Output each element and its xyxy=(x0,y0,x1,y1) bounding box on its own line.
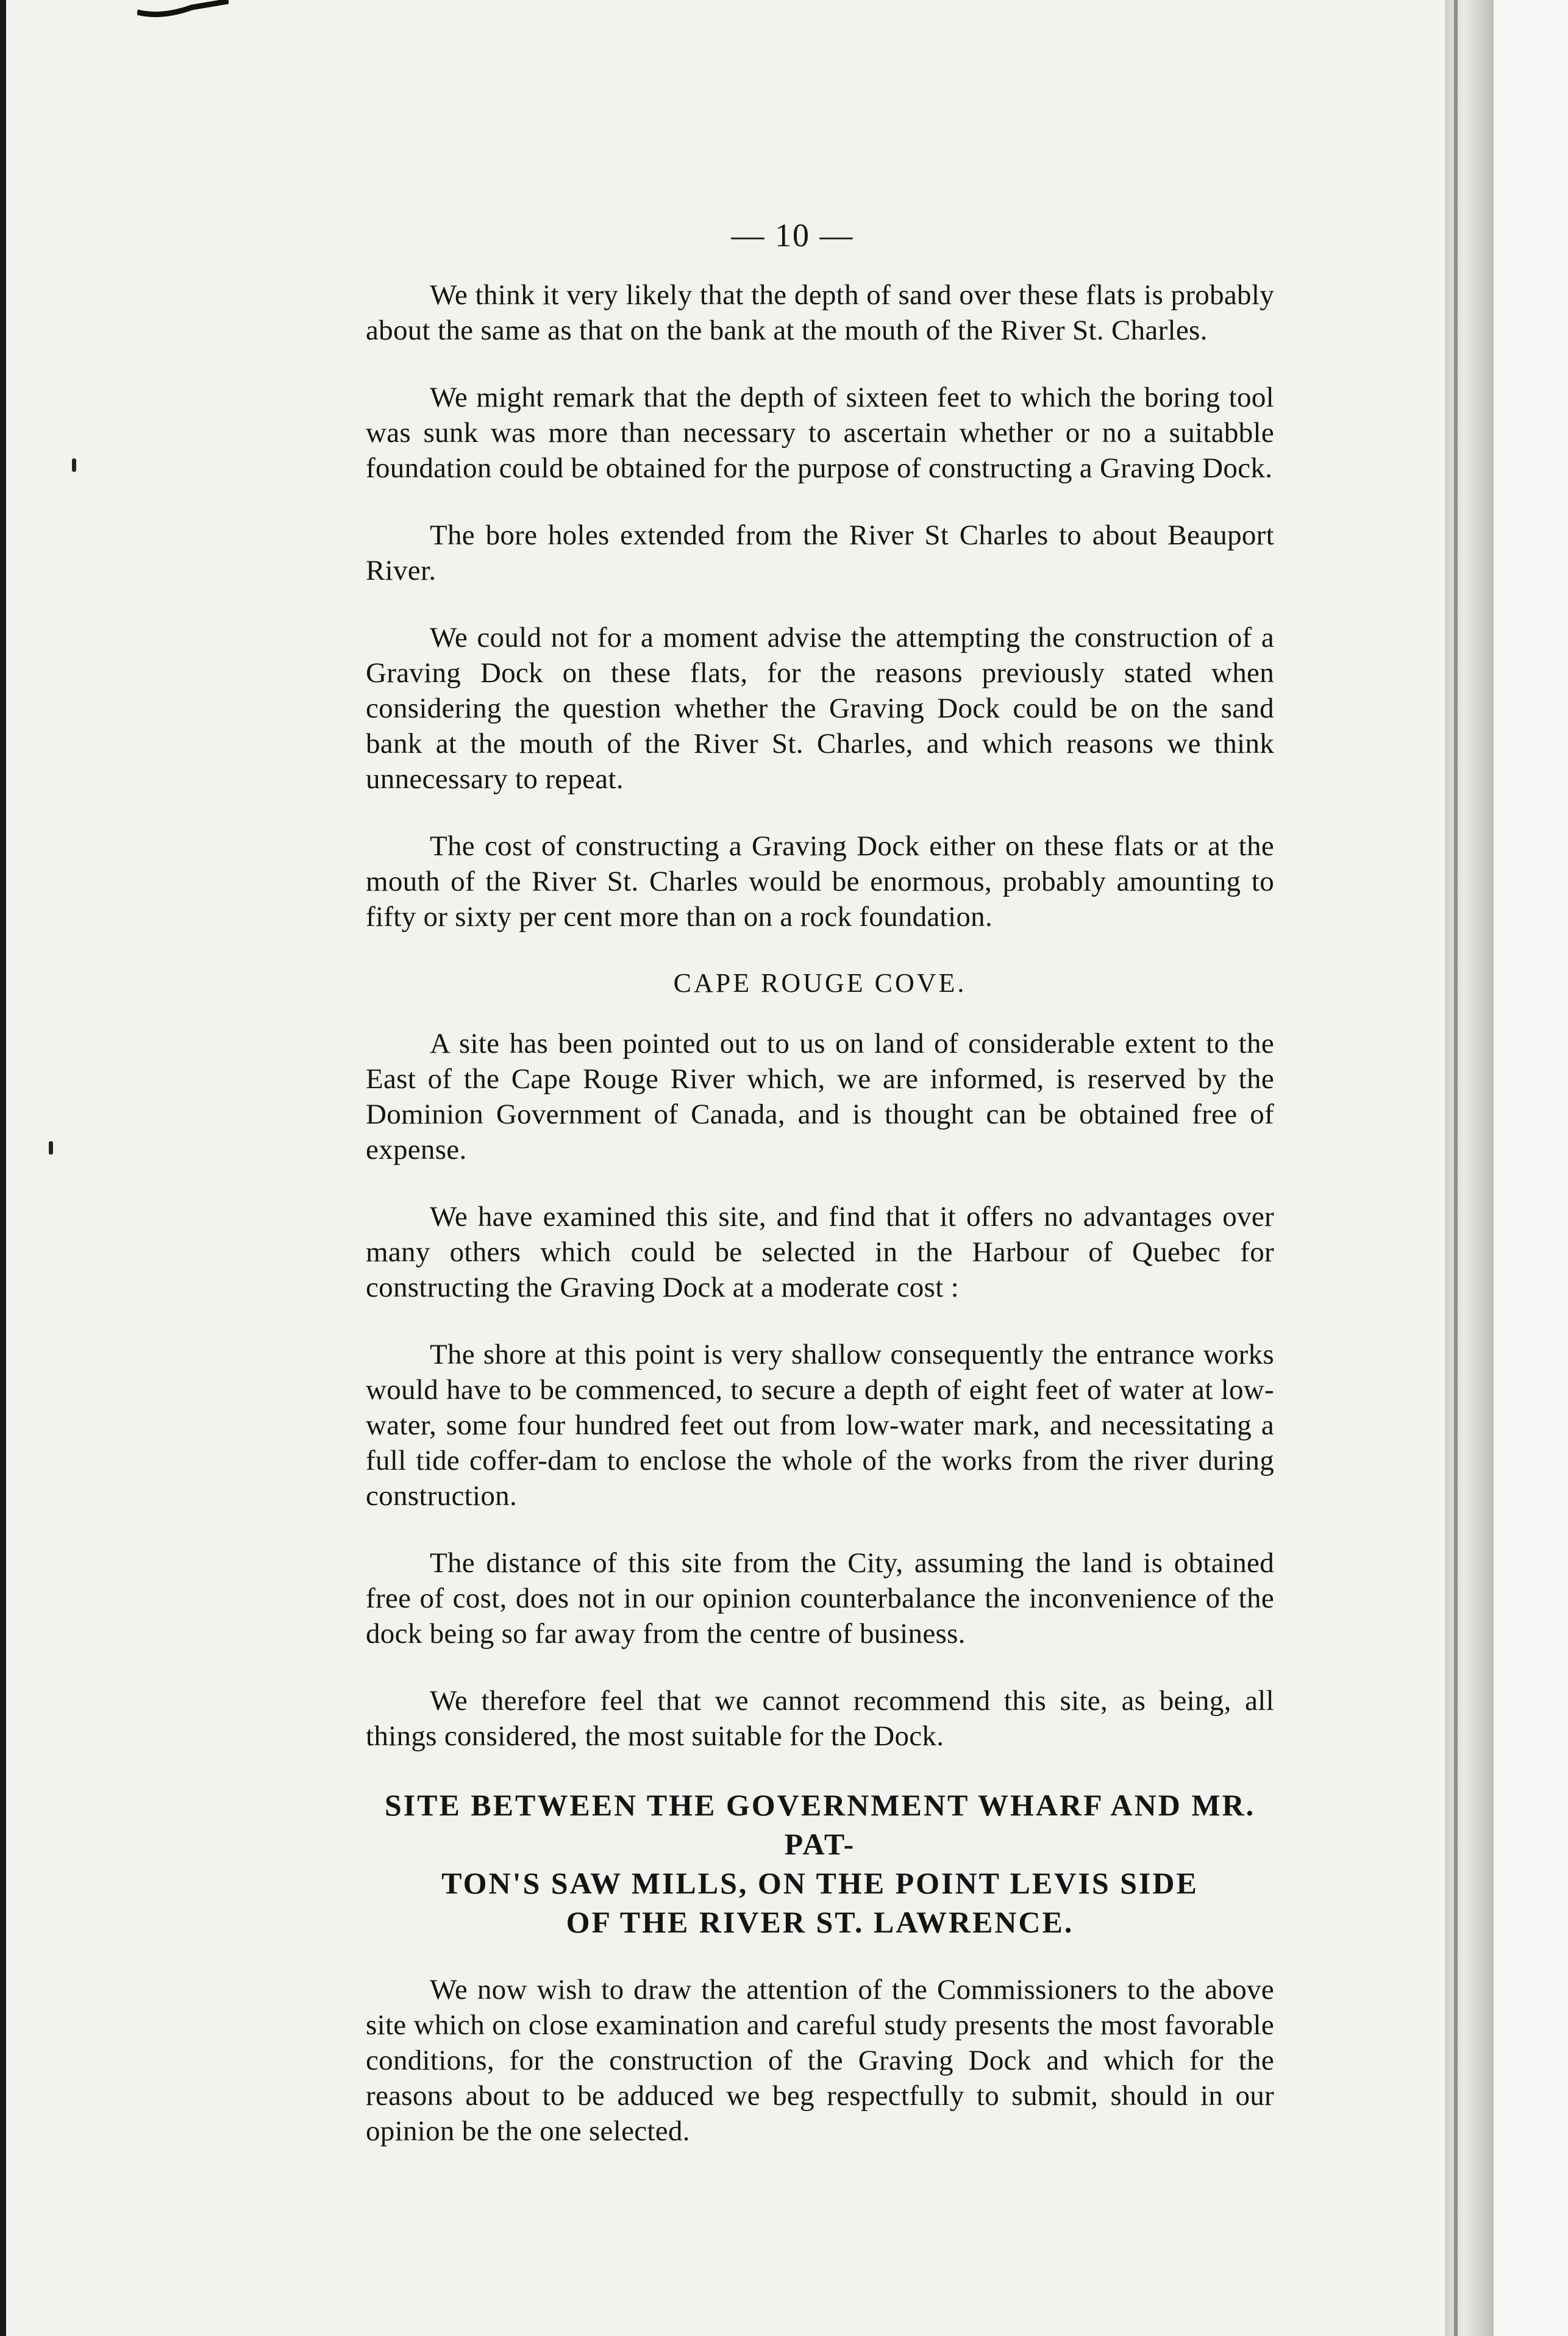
page-body xyxy=(366,277,1274,2181)
page-number: — 10 — xyxy=(731,217,854,254)
paragraph: We think it very likely that the depth of sand over these flats is probably about the same as that on the bank at the mouth of the River St. Charles. xyxy=(366,279,1274,346)
paragraph: A site has been pointed out to us on land of considerable extent to the East of the Cape Rouge River which, we are informed, is reserved by the Dominion Government of Canada, and is thought can be obtained free of expense. xyxy=(366,1028,1274,1166)
scan-margin xyxy=(1494,0,1568,2336)
page-edge-line xyxy=(1454,0,1458,2336)
scan-corner-mark xyxy=(137,0,229,24)
paragraph: The cost of constructing a Graving Dock either on these flats or at the mouth of the River St. Charles would be enormous, probably amounting to fifty or sixty per cent more than on a rock foundation. xyxy=(366,830,1274,933)
section-heading-cape-rouge: CAPE ROUGE COVE. xyxy=(673,968,967,998)
paragraph: We could not for a moment advise the attempting the construction of a Graving Dock on these flats, for the reasons previously stated when considering the question whether the Graving Dock could be on the sand bank at the mouth of the River St. Charles, and which reasons we think unnecessary to repeat. xyxy=(366,622,1274,795)
paragraph: The bore holes extended from the River St Charles to about Beauport River. xyxy=(366,519,1274,586)
paragraph: We therefore feel that we cannot recommend this site, as being, all things considered, the most suitable for the Dock. xyxy=(366,1685,1274,1752)
page-edge-shadow xyxy=(1445,0,1494,2336)
paragraph: We might remark that the depth of sixteen feet to which the boring tool was sunk was more than necessary to ascertain whether or no a suitabble foundation could be obtained for the purpose of constructing a Graving Dock. xyxy=(366,382,1274,484)
paragraph: The shore at this point is very shallow consequently the entrance works would have to be commenced, to secure a depth of eight feet of water at low-water, some four hundred feet out from low-water mark, and necessitating a full tide coffer-dam to enclose the whole of the works from the river during construction. xyxy=(366,1339,1274,1512)
section-heading-point-levis xyxy=(366,1786,1274,1942)
document-page xyxy=(6,0,1445,2336)
heading-line: TON'S SAW MILLS, ON THE POINT LEVIS SIDE xyxy=(441,1866,1199,1900)
binding-hole-mark xyxy=(72,458,76,472)
paragraph: We have examined this site, and find that it offers no advantages over many others which could be selected in the Harbour of Quebec for constructing the Graving Dock at a moderate cost : xyxy=(366,1201,1274,1303)
heading-line: SITE BETWEEN THE GOVERNMENT WHARF AND MR. PAT- xyxy=(384,1788,1256,1861)
paragraph: The distance of this site from the City, assuming the land is obtained free of cost, does not in our opinion counterbalance the inconvenience of the dock being so far away from the centre of business. xyxy=(366,1547,1274,1650)
paragraph: We now wish to draw the attention of the Commissioners to the above site which on close examination and careful study presents the most favorable conditions, for the construction of the Graving Dock and which for the reasons about to be adduced we beg respectfully to submit, should in our opinion be the one selected. xyxy=(366,1974,1274,2147)
binding-hole-mark xyxy=(49,1141,53,1155)
heading-line: OF THE RIVER ST. LAWRENCE. xyxy=(566,1905,1074,1939)
